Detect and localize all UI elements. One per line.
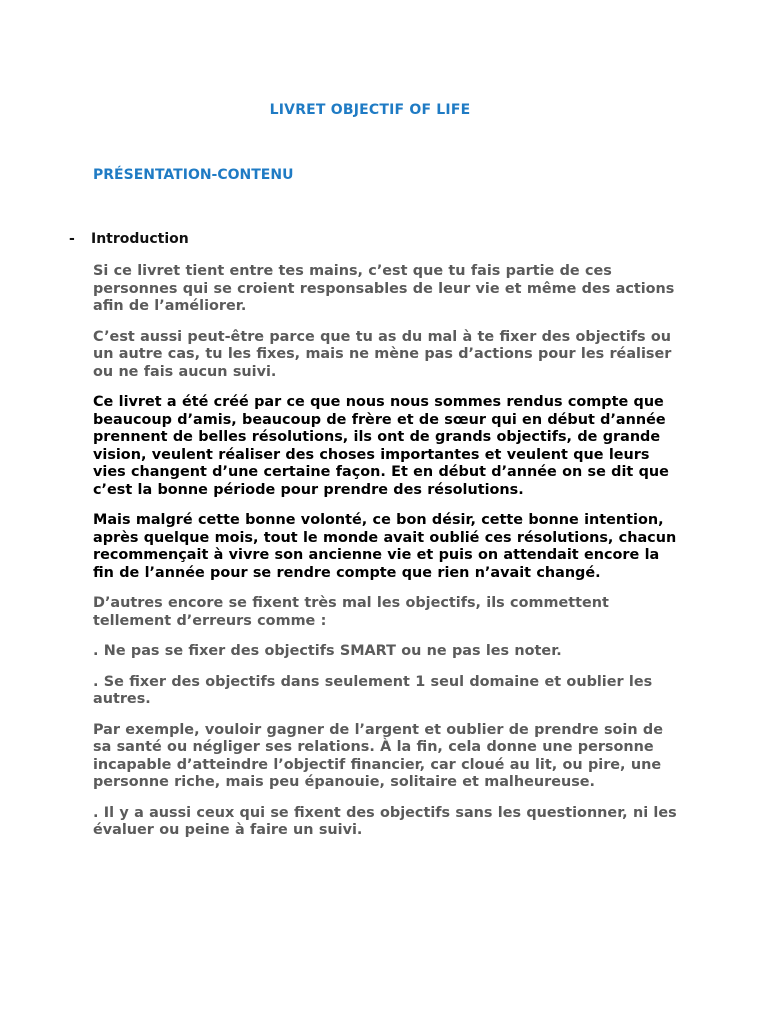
- document-body: [93, 263, 683, 853]
- list-item-smart: . Ne pas se fixer des objectifs SMART ou ne pas les noter.: [93, 643, 562, 659]
- paragraph-2: C’est aussi peut-être parce que tu as du mal à te fixer des objectifs ou un autre cas, tu les fixes, mais ne mène pas d’actions pour les réaliser ou ne fais aucun suivi.: [93, 328, 672, 380]
- list-item-one-domain: . Se fixer des objectifs dans seulement 1 seul domaine et oublier les autres.: [93, 673, 653, 707]
- document-subtitle: PRÉSENTATION-CONTENU: [93, 167, 294, 183]
- section-title: Introduction: [91, 231, 189, 247]
- section-bullet: -: [69, 231, 75, 247]
- paragraph-4: Mais malgré cette bonne volonté, ce bon désir, cette bonne intention, après quelque mois, tout le monde avait oublié ces résolutions, chacun recommençait à vivre son ancienne vie et puis on attendait encore la fin de l’année pour se rendre compte que rien n’avait changé.: [93, 512, 677, 581]
- list-item-no-evaluation: . Il y a aussi ceux qui se fixent des objectifs sans les questionner, ni les évaluer ou peine à faire un suivi.: [93, 804, 677, 838]
- paragraph-5: D’autres encore se fixent très mal les objectifs, ils commettent tellement d’erreurs comme :: [93, 595, 609, 629]
- paragraph-example: Par exemple, vouloir gagner de l’argent et oublier de prendre soin de sa santé ou négliger ses relations. À la fin, cela donne une personne incapable d’atteindre l’objectif financier, car cloué au lit, ou pire, une personne riche, mais peu épanouie, solitaire et malheureuse.: [93, 721, 663, 790]
- paragraph-1: Si ce livret tient entre tes mains, c’est que tu fais partie de ces personnes qui se croient responsables de leur vie et même des actions afin de l’améliorer.: [93, 263, 675, 314]
- paragraph-3: Ce livret a été créé par ce que nous nous sommes rendus compte que beaucoup d’amis, beaucoup de frère et de sœur qui en début d’année prennent de belles résolutions, ils ont de grands objectifs, de grande vision, veulent réaliser des choses importantes et veulent que leurs vies changent d’une certaine façon. Et en début d’année on se dit que c’est la bonne période pour prendre des résolutions.: [93, 394, 669, 498]
- document-title: LIVRET OBJECTIF OF LIFE: [269, 102, 471, 118]
